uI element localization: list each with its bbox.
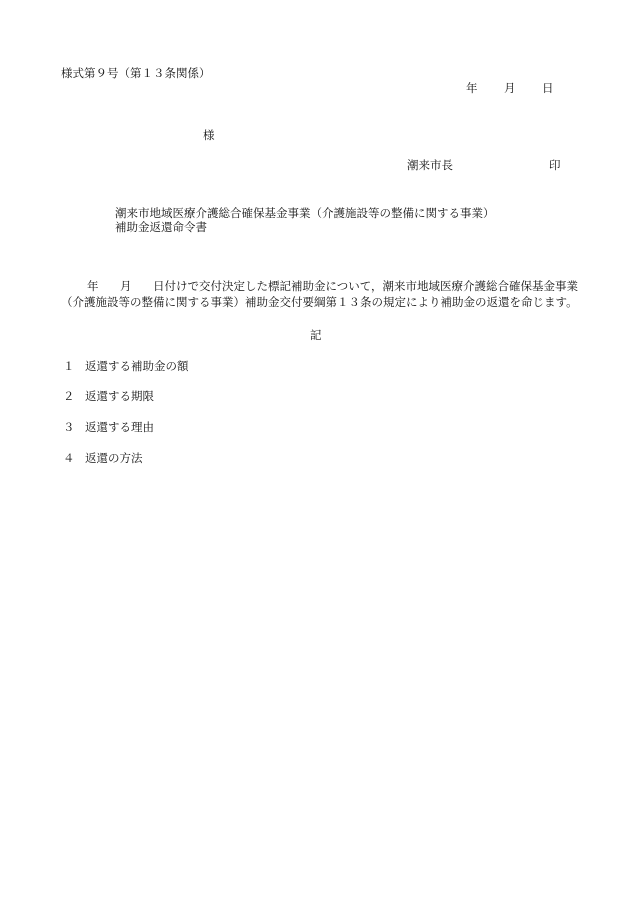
date-month-label: 月 [504, 81, 516, 95]
item-number: ２ [63, 389, 75, 403]
body-month-label: 月 [120, 278, 132, 293]
date-line [466, 83, 554, 95]
addressee-honorific: 様 [203, 128, 215, 142]
list-item [63, 361, 189, 373]
date-day-label: 日 [542, 81, 554, 95]
seal-mark: 印 [549, 158, 561, 172]
ki-heading: 記 [310, 328, 322, 342]
item-number: １ [63, 359, 75, 373]
issuer-name: 潮来市長 [407, 158, 453, 172]
list-item [63, 453, 143, 465]
item-number: ３ [63, 420, 75, 434]
list-item [63, 422, 154, 434]
document-title-line-1: 潮来市地域医療介護総合確保基金事業（介護施設等の整備に関する事業） [115, 206, 495, 220]
item-label: 返還する期限 [85, 389, 154, 403]
body-year-label: 年 [87, 278, 99, 293]
form-number: 様式第９号（第１３条関係） [61, 66, 211, 80]
body-text: 日付けで交付決定した標記補助金について，潮来市地域医療介護総合確保基金事業（介護施設等の整備に関する事業）補助金交付要綱第１３条の規定により補助金の返還を命じます。 [61, 278, 579, 309]
date-year-label: 年 [466, 81, 478, 95]
item-label: 返還する理由 [85, 420, 154, 434]
item-label: 返還の方法 [85, 451, 143, 465]
list-item [63, 391, 154, 403]
body-paragraph [61, 278, 581, 310]
document-title-line-2: 補助金返還命令書 [115, 220, 207, 234]
item-label: 返還する補助金の額 [85, 359, 189, 373]
item-number: ４ [63, 451, 75, 465]
